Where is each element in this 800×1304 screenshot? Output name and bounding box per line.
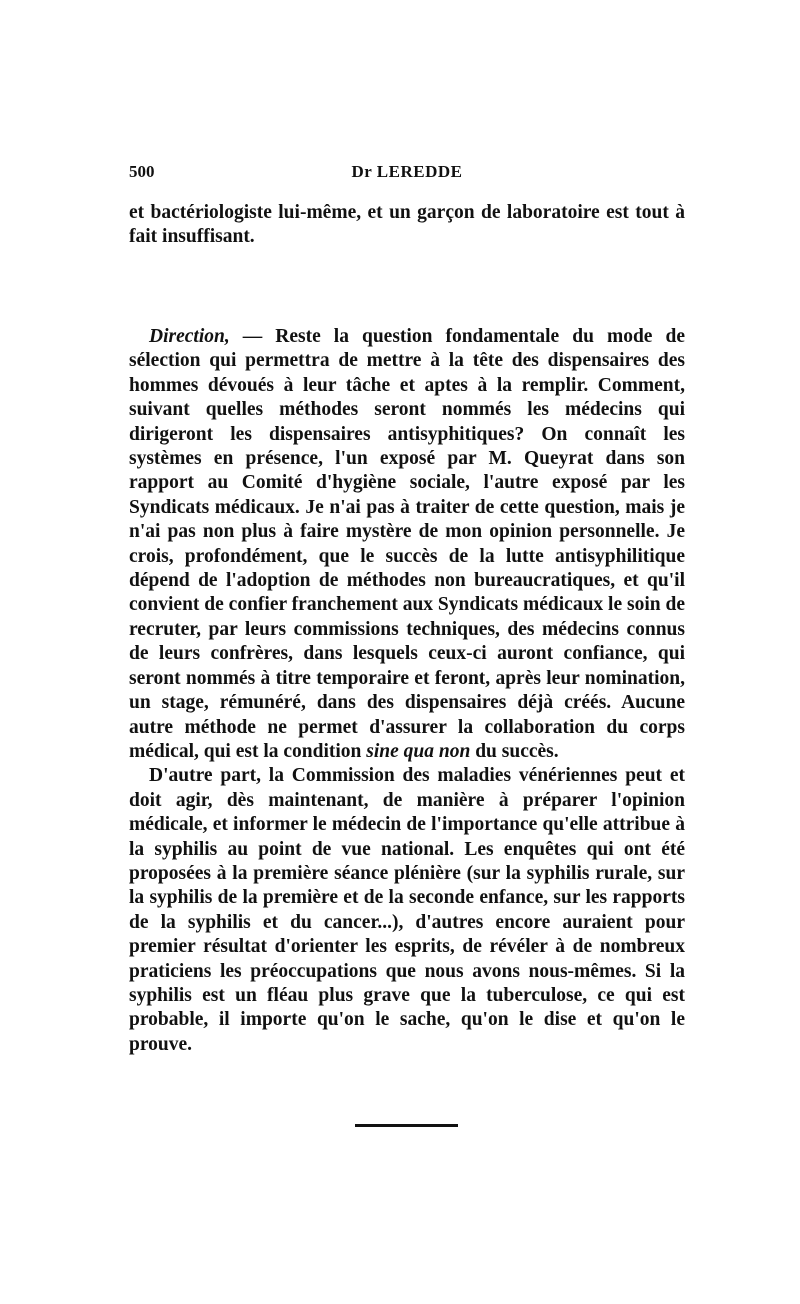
continuation-block — [129, 201, 685, 250]
page-number: 500 — [129, 162, 155, 181]
end-rule — [355, 1124, 458, 1127]
direction-heading: Direction, — [149, 326, 230, 347]
direction-text-2: du succès. — [470, 740, 559, 762]
running-head: Dr LEREDDE — [351, 162, 463, 181]
page-header — [129, 162, 685, 186]
latin-phrase: sine qua non — [366, 740, 471, 762]
continuation-paragraph: et bactériologiste lui-même, et un garçon de laboratoire est tout à fait insuffisant. — [129, 202, 685, 248]
main-text-block — [129, 325, 685, 1057]
second-paragraph: D'autre part, la Commission des maladies vénériennes peut et doit agir, dès maintenant, de manière à préparer l'opinion médicale, et informer le médecin de l'importance qu'elle attribue à la syphilis au point de vue national. Les enquêtes qui ont été proposées à la première séance plénière (sur la syphilis rurale, sur la syphilis de la première et de la seconde enfance, sur les rapports de la syphilis et du cancer...), d'autres encore auraient pour premier résultat d'orienter les esprits, de révéler à de nombreux praticiens les préoccupations que nous avons nous-mêmes. Si la syphilis est un fléau plus grave que la tuberculose, ce qui est probable, il importe qu'on le sache, qu'on le dise et qu'on le prouve. — [129, 765, 685, 1055]
direction-paragraph — [129, 325, 685, 764]
direction-text-1: — Reste la question fondamentale du mode de sélection qui permettra de mettre à la tête des dispensaires des hommes dévoués à leur tâche et aptes à la remplir. Comment, suivant quelles méthodes seront nommés les médecins qui dirigeront les dispensaires antisyphitiques? On connaît les systèmes en présence, l'un exposé par M. Queyrat dans son rapport au Comité d'hygiène sociale, l'autre exposé par les Syndicats médicaux. Je n'ai pas à traiter de cette question, mais je n'ai pas non plus à faire mystère de mon opinion personnelle. Je crois, profondément, que le succès de la lutte antisyphilitique dépend de l'adoption de méthodes non bureaucratiques, et qu'il convient de confier franchement aux Syndicats médicaux le soin de recruter, par leurs commissions techniques, des médecins connus de leurs confrères, dans lesquels ceux-ci auront confiance, qui seront nommés à titre temporaire et feront, après leur nomination, un stage, rémunéré, dans des dispensaires déjà créés. Aucune autre méthode ne permet d'assurer la collaboration du corps médical, qui est la condition — [129, 326, 685, 762]
